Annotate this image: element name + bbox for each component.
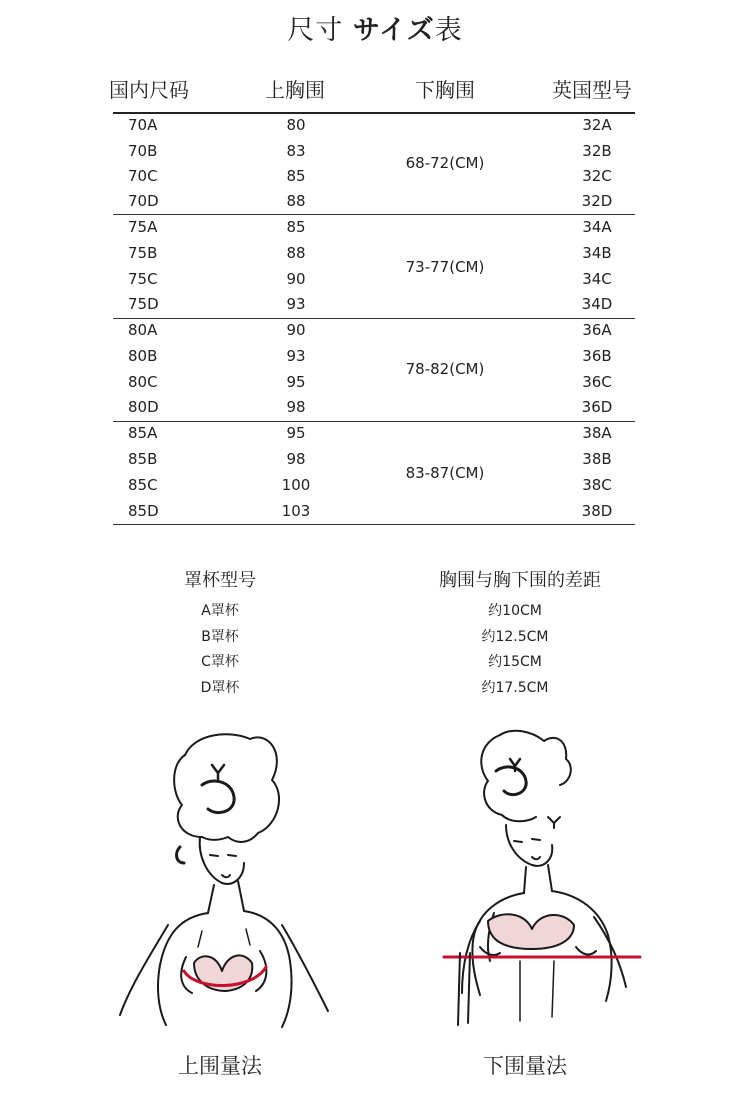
table-row — [0, 268, 750, 294]
cell-cn-size: 70C — [128, 167, 158, 185]
cell-cn-size: 80D — [128, 398, 159, 416]
title-suffix: 表 — [434, 15, 463, 46]
table-row — [0, 422, 750, 448]
table-row — [0, 396, 750, 422]
cell-uk-size: 34A — [582, 218, 612, 236]
bust-measurement-illustration — [110, 725, 340, 1035]
table-row — [0, 190, 750, 216]
cell-bust: 88 — [286, 192, 306, 210]
table-row — [0, 114, 750, 140]
cell-underbust: 83-87(CM) — [405, 464, 485, 482]
cell-underbust: 68-72(CM) — [405, 154, 485, 172]
cell-bust: 95 — [286, 373, 306, 391]
header-uk-size: 英国型号 — [552, 78, 632, 102]
cell-bust: 85 — [286, 218, 306, 236]
cell-bust: 100 — [281, 476, 311, 494]
cell-uk-size: 34C — [582, 270, 612, 288]
cell-cn-size: 70B — [128, 142, 158, 160]
cell-uk-size: 38C — [582, 476, 612, 494]
bust-measurement-caption: 上围量法 — [178, 1054, 262, 1078]
cell-cn-size: 85B — [128, 450, 158, 468]
cell-cn-size: 85A — [128, 424, 158, 442]
cell-bust: 95 — [286, 424, 306, 442]
header-cn-size: 国内尺码 — [109, 78, 189, 102]
cell-uk-size: 34B — [582, 244, 612, 262]
underbust-measurement-illustration — [440, 725, 650, 1035]
cell-bust: 103 — [281, 502, 311, 520]
cell-bust: 90 — [286, 270, 306, 288]
cup-type-header: 罩杯型号 — [184, 570, 256, 591]
title-emphasis: サイズ — [352, 15, 435, 46]
underbust-measurement-caption: 下围量法 — [483, 1054, 567, 1078]
header-underbust: 下胸围 — [415, 78, 475, 102]
cell-cn-size: 75B — [128, 244, 158, 262]
cell-cn-size: 75D — [128, 295, 159, 313]
difference-item: 约10CM — [488, 603, 542, 619]
cell-cn-size: 85D — [128, 502, 159, 520]
cell-uk-size: 36C — [582, 373, 612, 391]
cell-cn-size: 70D — [128, 192, 159, 210]
cell-uk-size: 38D — [581, 502, 613, 520]
cell-uk-size: 32C — [582, 167, 612, 185]
difference-item: 约17.5CM — [481, 680, 549, 696]
cell-uk-size: 32D — [581, 192, 613, 210]
cell-uk-size: 38A — [582, 424, 612, 442]
difference-item: 约15CM — [488, 654, 542, 670]
cell-uk-size: 34D — [581, 295, 613, 313]
cup-type-item: D罩杯 — [200, 680, 240, 696]
cell-bust: 80 — [286, 116, 306, 134]
table-bottom-rule — [113, 524, 635, 525]
table-row — [0, 165, 750, 191]
table-row — [0, 345, 750, 371]
cell-uk-size: 32A — [582, 116, 612, 134]
cell-underbust: 78-82(CM) — [405, 360, 485, 378]
cell-cn-size: 75C — [128, 270, 158, 288]
table-row — [0, 216, 750, 242]
cell-bust: 90 — [286, 321, 306, 339]
cell-bust: 93 — [286, 347, 306, 365]
cell-cn-size: 75A — [128, 218, 158, 236]
cell-cn-size: 80B — [128, 347, 158, 365]
difference-item: 约12.5CM — [481, 629, 549, 645]
cup-type-item: C罩杯 — [201, 654, 239, 670]
cell-bust: 83 — [286, 142, 306, 160]
cell-bust: 93 — [286, 295, 306, 313]
table-row — [0, 319, 750, 345]
cell-bust: 98 — [286, 398, 306, 416]
cell-bust: 88 — [286, 244, 306, 262]
cell-uk-size: 36D — [581, 398, 613, 416]
difference-header: 胸围与胸下围的差距 — [439, 570, 601, 591]
group-divider — [113, 214, 635, 215]
cell-bust: 98 — [286, 450, 306, 468]
table-row — [0, 140, 750, 166]
table-row — [0, 242, 750, 268]
cell-underbust: 73-77(CM) — [405, 258, 485, 276]
page-title — [0, 8, 750, 47]
cell-uk-size: 36A — [582, 321, 612, 339]
cell-cn-size: 80A — [128, 321, 158, 339]
cell-cn-size: 80C — [128, 373, 158, 391]
cup-type-item: A罩杯 — [201, 603, 239, 619]
cell-bust: 85 — [286, 167, 306, 185]
cell-cn-size: 85C — [128, 476, 158, 494]
cell-cn-size: 70A — [128, 116, 158, 134]
table-row — [0, 371, 750, 397]
cell-uk-size: 32B — [582, 142, 612, 160]
table-row — [0, 474, 750, 500]
cell-uk-size: 36B — [582, 347, 612, 365]
title-prefix: 尺寸 — [287, 15, 344, 46]
table-row — [0, 293, 750, 319]
table-row — [0, 448, 750, 474]
header-bust: 上胸围 — [265, 78, 325, 102]
cup-type-item: B罩杯 — [201, 629, 239, 645]
cell-uk-size: 38B — [582, 450, 612, 468]
table-row — [0, 500, 750, 526]
